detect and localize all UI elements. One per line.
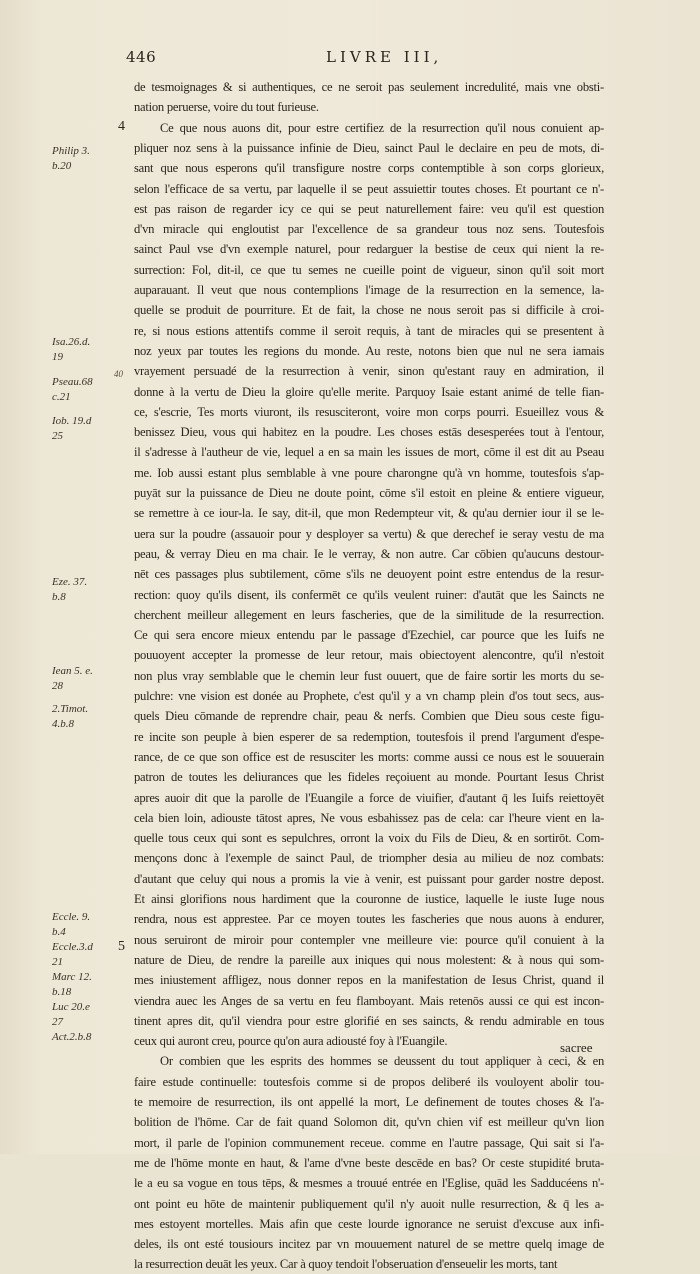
margin-note-pseau: Pseau.68 c.21 [52, 376, 93, 403]
text-line: cherchent meilleur allegement en leurs fascheries, que de la similitude de la resurrection. [134, 607, 604, 622]
text-line: Ce qui sera encore mieux entendu par le passage d'Ezechiel, car pource que les Iuifs ne [134, 628, 604, 643]
text-line: cela bien loin, adiouste tātost apres, Ne vous esbahissez pas de cela: car l'heure vient en la- [134, 810, 604, 825]
margin-note-iean: Iean 5. e. 28 [52, 665, 93, 692]
text-line: le a eu sa vogue en tous tēps, & mesmes a trouué entrée en l'Eglise, quād les Sadducéens n'- [134, 1176, 604, 1191]
text-line: Et ainsi glorifions nous hardiment que la couronne de iustice, laquelle le iuste Iuge nous [134, 892, 604, 906]
text-line: ont point eu hōte de maintenir publiquement qu'il n'y auoit nulle resurrection, & q̄ les a- [134, 1196, 604, 1211]
text-line: tinent apres dit, qu'il viendra pour estre glorifié en ses saincts, & rendu admirable en tous [134, 1013, 604, 1028]
text-line: selon l'efficace de sa vertu, par laquelle il se peut assuiettir toutes choses. Et pourtant ce n'- [134, 181, 604, 196]
text-line: d'autant que celuy qui nous a promis la vie à venir, est puissant pour garder nostre depost. [134, 871, 604, 886]
text-line: me de l'hōme monte en haut, & l'ame d'vne beste descēde en bas? Or ceste stupidité bruta- [134, 1155, 604, 1170]
text-line: viendra auec les Anges de sa vertu en feu flamboyant. Mais retenōs aussi ce qui est incon- [134, 993, 604, 1008]
text-line: sainct Paul vse d'vn exemple naturel, pour redarguer la bestise de ceux qui nient la re- [134, 242, 604, 257]
text-line: pulchre: vne vision est donée au Prophete, c'est qu'il y a vn champ plein d'os tout secs, aus- [134, 689, 604, 703]
text-line: il s'adresse à l'autheur de vie, lequel a en sa main les issues de mort, cōme il est dit au Pseau [134, 445, 604, 460]
text-line: non plus vray semblable que le chemin leur fust ouuert, que de faire sortir les morts du se- [134, 668, 604, 683]
text-line: bolition de l'hōme. Car de fait quand Solomon dit, qu'vn chien vif est meilleur qu'vn lion [134, 1115, 604, 1130]
text-line: de tesmoignages & si authentiques, ce ne seroit pas seulement incredulité, mais vne obsti- [134, 80, 604, 94]
text-line: noz yeux par toutes les regions du monde. Au reste, notons bien que nul ne sera iamais [134, 343, 604, 358]
text-line: ce, s'escrie, Tes morts viuront, ils resusciteront, voire mon corps pourri. Esueillez vous & [134, 404, 604, 419]
page-header [0, 48, 700, 70]
text-line: sant que nous esperons qu'il transfigure nostre corps contemptible à son corps glorieux, [134, 161, 604, 176]
text-line: nēt ces passages plus subtilement, cōme s'ils ne deuoyent point estre entendus de la resur- [134, 567, 604, 582]
margin-note-iob: Iob. 19.d 25 [52, 415, 92, 442]
text-line: quels Dieu cōmande de reprendre chair, peau & nerfs. Combien que Dieu sous ceste figu- [134, 709, 604, 724]
text-line: puyāt sur la puissance de Dieu ne doute point, cōme s'il estoit en pleine & entiere vigueur, [134, 486, 604, 500]
text-line: deles, ils ont esté tousiours incitez par vn mouuement naturel de se mettre quelq image de [134, 1237, 604, 1252]
text-line: nature de Dieu, de rendre la pareille aux iniques qui nous molestent: & à nous qui som- [134, 952, 604, 967]
text-line: rance, de ce que son office est de resusciter les morts: comme aussi ce nous est le souuerain [134, 749, 604, 764]
text-line: faire estude continuelle: toutesfois comme si de propos deliberé ils vouloyent abolir tou- [134, 1074, 604, 1089]
text-line: vrayement persuadé de la resurrection à venir, sinon qu'estant rauy en admiration, il [134, 364, 604, 379]
text-line: quelle tous ceux qui sont es sepulchres, orront la voix du Fils de Dieu, & en sortirōt. Com- [134, 831, 604, 846]
margin-note-isa: Isa.26.d. 19 [52, 336, 91, 363]
text-line: re, si nous estions attentifs comme il seroit requis, à tant de miracles qui se presentent à [134, 323, 604, 338]
text-line: benissez Dieu, vous qui habitez en la poudre. Les choses estās desesperées tout à l'entour, [134, 425, 604, 440]
text-line: Or combien que les esprits des hommes se deussent du tout appliquer à ceci, & en [160, 1054, 604, 1069]
margin-note-timot: 2.Timot. 4.b.8 [52, 703, 89, 730]
page-number: 446 [126, 48, 157, 66]
text-line: apres auoir dit que la parolle de l'Euangile a force de viuifier, d'autant q̄ les Iuifs reiettoyēt [134, 790, 604, 805]
text-line: me. Iob aussi estant plus semblable à vne poure charongne qu'à vn homme, toutesfois s'ap- [134, 465, 604, 480]
margin-note-eccle: Eccle. 9. b.4 Eccle.3.d 21 Marc 12. b.18 Luc 20.e 27 Act.2.b.8 [52, 911, 93, 1043]
text-line: mort, il parle de l'opinion communement receue. comme en l'autre passage, Qui sait si l'a- [134, 1135, 604, 1150]
text-line: nous seruiront de miroir pour contempler vne meilleure vie: pource qu'il conuient à la [134, 932, 604, 947]
text-line: rection: quoy qu'ils disent, ils confermēt ce qu'ils veulent ruiner: d'autāt que les Saincts ne [134, 587, 604, 602]
text-line: peau, & verray Dieu en ma chair. Ie le verray, & non autre. Car cōbien qu'aucuns destour- [134, 546, 604, 561]
text-line: est pas raison de regarder icy ce qui se peut naturellement faire: veu qu'il est question [134, 201, 604, 216]
text-line: surrection: Fol, dit-il, ce que tu semes ne cueille point de vigueur, sinon qu'il soit mort [134, 262, 604, 277]
text-line: te memoire de resurrection, ils ont appellé la mort, Le definement de toutes choses & l'a- [134, 1095, 604, 1109]
running-head: LIVRE III, [326, 48, 443, 66]
text-line: patron de toutes les deliurances que les fideles reçoiuent au monde. Pourtant Iesus Christ [134, 770, 604, 785]
text-line: rendra, nous est apprestee. Par ce moyen toutes les fascheries que nous auons à endurer, [134, 912, 604, 927]
text-line: uera sur la poudre (assauoir pour y desployer sa vertu) & que derechef ie seray vestu de ma [134, 526, 604, 541]
text-line: pliquer noz sens à la puissance infinie de Dieu, sainct Paul le declaire en peu de mots, di- [134, 140, 604, 155]
text-line: la resurrection deuāt les yeux. Car à quoy tendoit l'obseruation d'enseuelir les morts, tant [134, 1257, 558, 1272]
text-line: mençons donc à l'exemple de sainct Paul, de triompher desia au milieu de noz combats: [134, 851, 604, 866]
text-line: re incite son peuple à bien esperer de sa redemption, toutesfois il prend l'argument d'espe- [134, 729, 604, 744]
text-line: mes iniustement affligez, nous donner repos en la manifestation de Iesus Christ, quand il [134, 973, 604, 988]
margin-note-eze: Eze. 37. b.8 [52, 576, 88, 603]
text-line: mes estoyent mortelles. Mais afin que ceste lourde ignorance ne seruist d'excuse aux infi- [134, 1216, 604, 1231]
text-line: Ce que nous auons dit, pour estre certifiez de la resurrection qu'il nous conuient ap- [160, 120, 604, 135]
text-line: nation peruerse, voire du tout furieuse. [134, 100, 319, 115]
text-line: ceux qui auront creu, pource qu'on aura adiousté foy à l'Euangile. [134, 1034, 448, 1049]
text-line: pouuoyent accepter la promesse de leur retour, mais obiectoyent alencontre, qu'il n'estoit [134, 648, 604, 663]
paragraph-number-5: 5 [118, 939, 125, 954]
text-line: auparauant. Il veut que nous contemplions l'image de la resurrection en la semence, la- [134, 283, 604, 297]
paragraph-number-4: 4 [118, 119, 125, 134]
inner-margin-mark: 40 [114, 369, 123, 379]
margin-note-philip: Philip 3. b.20 [52, 145, 90, 172]
catchword: sacree [560, 1040, 593, 1055]
text-line: se remettre à ce iour-la. Ie say, dit-il, que mon Redempteur vit, & qu'au dernier iour il se le- [134, 506, 604, 521]
text-line: quelle se produit de pourriture. Et de fait, la chose ne nous seroit pas si difficile à croi- [134, 303, 604, 318]
text-line: d'vn miracle qui engloutist par l'excellence de sa grandeur tous noz sens. Toutesfois [134, 222, 604, 237]
text-line: donne à la vertu de Dieu la gloire qu'elle merite. Parquoy Isaie estant animé de telle fian- [134, 384, 604, 399]
